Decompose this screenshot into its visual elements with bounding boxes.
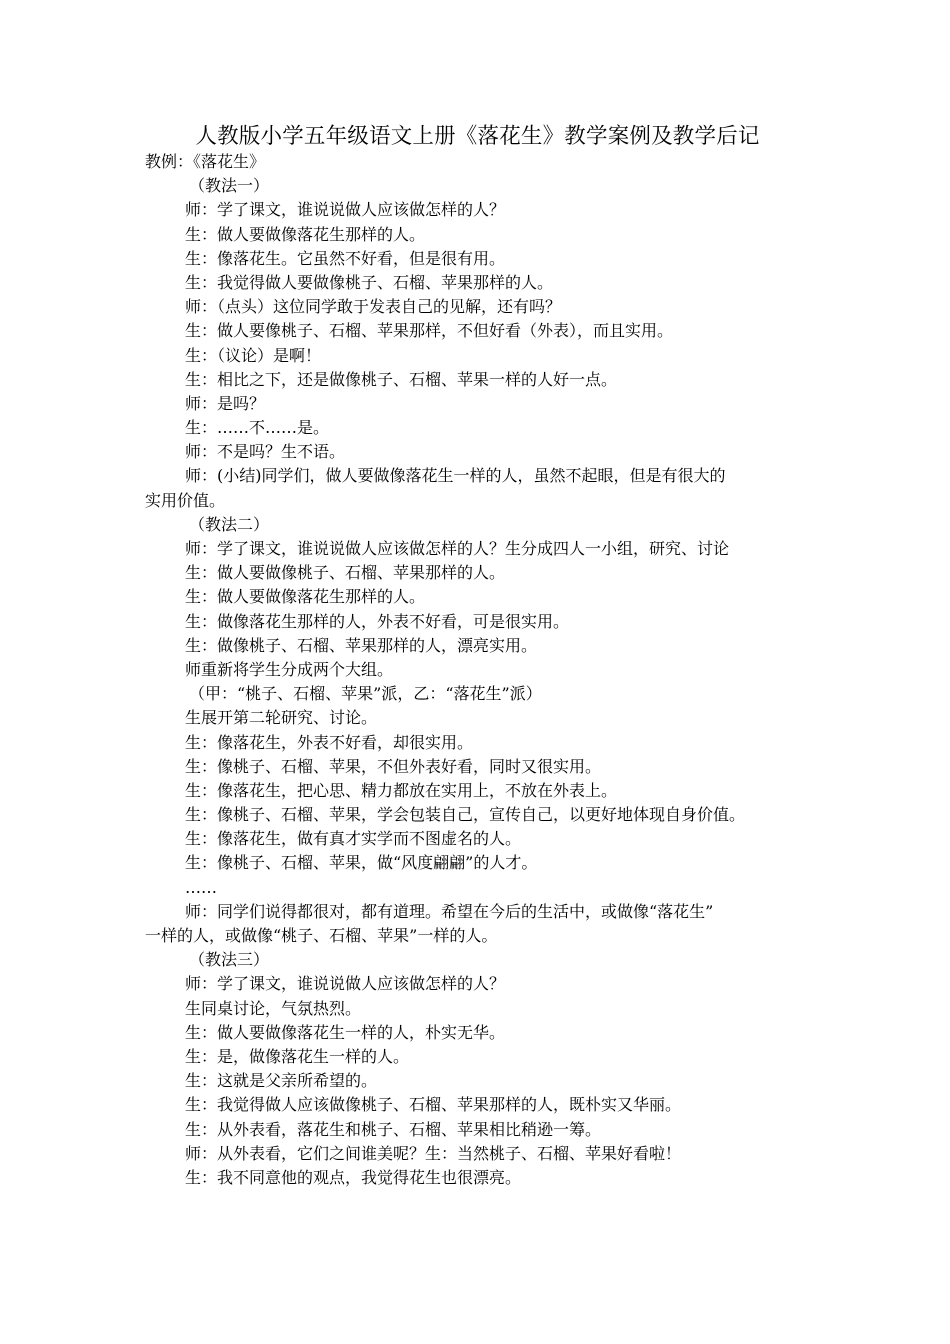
text-line: 师：学了课文，谁说说做人应该做怎样的人？ <box>185 200 506 220</box>
text-line: 师：不是吗？生不语。 <box>185 442 346 462</box>
document-body <box>145 150 810 1190</box>
text-line: 生：做人要做像桃子、石榴、苹果那样的人。 <box>185 563 506 583</box>
text-line: 生：是，做像落花生一样的人。 <box>185 1046 410 1066</box>
text-line: 生：像落花生，把心思、精力都放在实用上，不放在外表上。 <box>185 780 618 800</box>
text-line: 生：做人要做像落花生那样的人。 <box>185 224 426 244</box>
text-line: （甲：“桃子、石榴、苹果”派，乙：“落花生”派） <box>189 684 542 704</box>
text-line: 一样的人，或做像“桃子、石榴、苹果”一样的人。 <box>145 926 498 945</box>
text-line: 生同桌讨论，气氛热烈。 <box>185 998 362 1018</box>
text-line: 生：相比之下，还是做像桃子、石榴、苹果一样的人好一点。 <box>185 369 618 389</box>
text-line: 生展开第二轮研究、讨论。 <box>185 708 378 728</box>
text-line: 师：同学们说得都很对，都有道理。希望在今后的生活中，或做像“落花生” <box>185 901 714 921</box>
text-line: 生：像桃子、石榴、苹果，学会包装自己，宣传自己，以更好地体现自身价值。 <box>185 805 746 825</box>
text-line: 实用价值。 <box>145 490 226 510</box>
text-line: 教例：《落花生》 <box>145 152 266 171</box>
text-line: （教法一） <box>189 176 270 196</box>
text-line: 生：做像落花生那样的人，外表不好看，可是很实用。 <box>185 611 570 631</box>
text-line: 生：（议论）是啊！ <box>185 345 322 365</box>
text-line: 生：做像桃子、石榴、苹果那样的人，漂亮实用。 <box>185 635 538 655</box>
text-line: 生：像桃子、石榴、苹果，做“风度翩翩”的人才。 <box>185 853 538 873</box>
text-line: 生：像桃子、石榴、苹果，不但外表好看，同时又很实用。 <box>185 756 602 776</box>
text-line: 生：做人要做像落花生一样的人，朴实无华。 <box>185 1022 506 1042</box>
text-line: 生：做人要做像落花生那样的人。 <box>185 587 426 607</box>
text-line: 生：……不……是。 <box>185 418 330 438</box>
text-line: 师：（点头）这位同学敢于发表自己的见解，还有吗？ <box>185 297 562 317</box>
text-line: 生：像落花生，做有真才实学而不图虚名的人。 <box>185 829 522 849</box>
text-line: 师重新将学生分成两个大组。 <box>185 659 394 679</box>
text-line: 生：这就是父亲所希望的。 <box>185 1071 378 1091</box>
text-line: 生：我觉得做人要做像桃子、石榴、苹果那样的人。 <box>185 272 554 292</box>
text-line: （教法二） <box>189 514 270 534</box>
text-line: …… <box>185 877 217 897</box>
text-line: 生：我觉得做人应该做像桃子、石榴、苹果那样的人，既朴实又华丽。 <box>185 1095 682 1115</box>
text-line: 生：做人要像桃子、石榴、苹果那样，不但好看（外表），而且实用。 <box>185 321 674 341</box>
text-line: 生：像落花生，外表不好看，却很实用。 <box>185 732 474 752</box>
text-line: 师：是吗？ <box>185 393 266 413</box>
text-line: 师：(小结)同学们，做人要做像落花生一样的人，虽然不起眼，但是有很大的 <box>185 466 726 486</box>
text-line: 师：学了课文，谁说说做人应该做怎样的人？ <box>185 974 506 994</box>
document-title: 人教版小学五年级语文上册《落花生》教学案例及教学后记 <box>195 124 760 149</box>
text-line: 生：像落花生。它虽然不好看，但是很有用。 <box>185 248 506 268</box>
text-line: 师：从外表看，它们之间谁美呢？生：当然桃子、石榴、苹果好看啦！ <box>185 1143 682 1163</box>
text-line: （教法三） <box>189 950 270 970</box>
text-line: 生：从外表看，落花生和桃子、石榴、苹果相比稍逊一筹。 <box>185 1119 602 1139</box>
text-line: 师：学了课文，谁说说做人应该做怎样的人？生分成四人一小组，研究、讨论 <box>185 539 730 558</box>
text-line: 生：我不同意他的观点，我觉得花生也很漂亮。 <box>185 1167 522 1187</box>
